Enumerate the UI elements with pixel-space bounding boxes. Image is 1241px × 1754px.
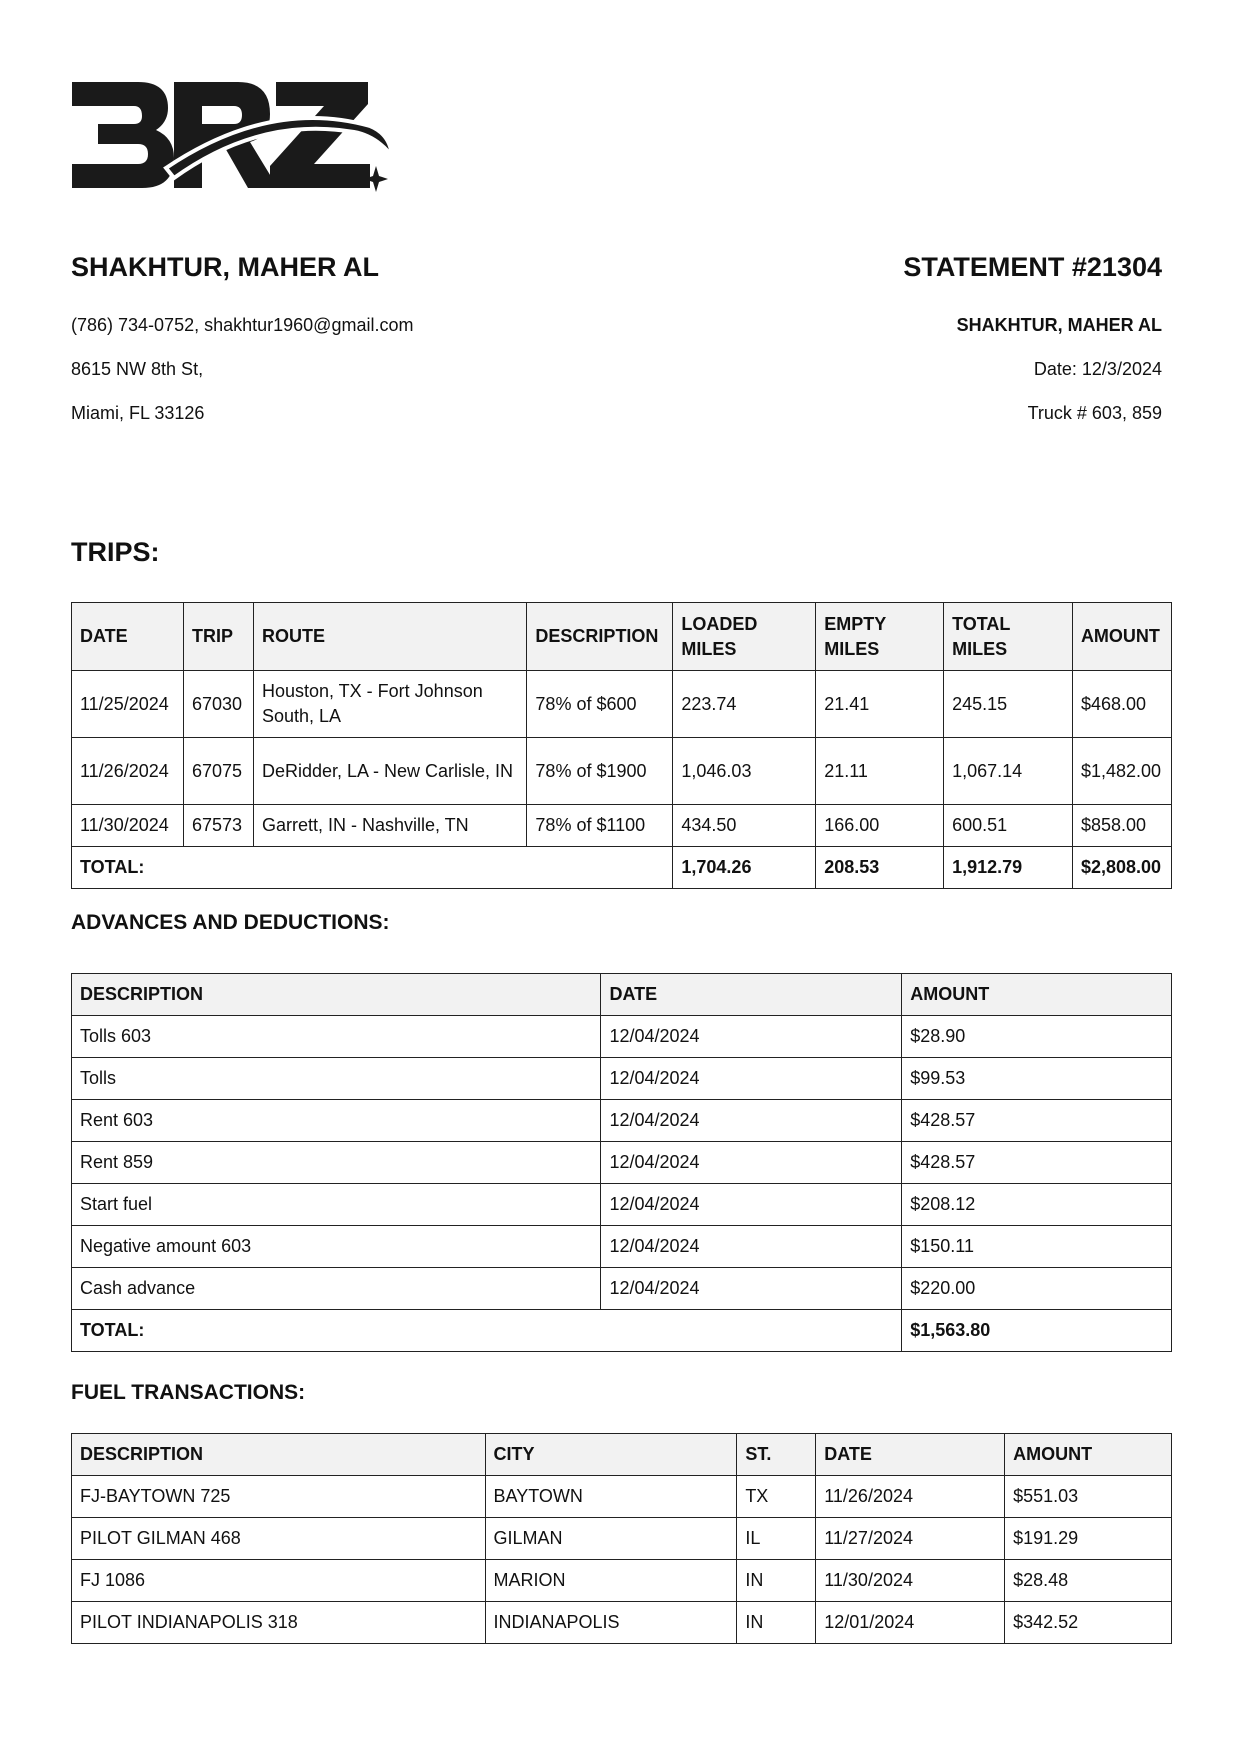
fuel-state: IN <box>737 1560 816 1602</box>
table-row <box>72 1184 1172 1226</box>
fuel-heading: FUEL TRANSACTIONS: <box>71 1381 306 1404</box>
fuel-amount: $28.48 <box>1005 1560 1172 1602</box>
col-date: DATE <box>72 603 184 671</box>
col-empty-miles: EMPTY MILES <box>816 603 944 671</box>
fuel-date: 11/30/2024 <box>816 1560 1005 1602</box>
advance-description: Cash advance <box>72 1268 601 1310</box>
col-total-miles: TOTAL MILES <box>944 603 1073 671</box>
advance-date: 12/04/2024 <box>601 1268 902 1310</box>
trip-empty: 166.00 <box>816 805 944 847</box>
fuel-description: FJ-BAYTOWN 725 <box>72 1476 486 1518</box>
statement-title: STATEMENT #21304 <box>903 252 1162 282</box>
trip-date: 11/25/2024 <box>72 671 184 738</box>
fuel-state: TX <box>737 1476 816 1518</box>
col-description: DESCRIPTION <box>72 1434 486 1476</box>
driver-name-title: SHAKHTUR, MAHER AL <box>71 252 379 282</box>
fuel-description: PILOT GILMAN 468 <box>72 1518 486 1560</box>
trips-total-row <box>72 847 1172 889</box>
trips-table <box>71 602 1172 889</box>
trip-total: 600.51 <box>944 805 1073 847</box>
table-row <box>72 1058 1172 1100</box>
fuel-amount: $191.29 <box>1005 1518 1172 1560</box>
advance-description: Rent 603 <box>72 1100 601 1142</box>
advance-description: Tolls <box>72 1058 601 1100</box>
advance-amount: $28.90 <box>902 1016 1172 1058</box>
col-city: CITY <box>485 1434 737 1476</box>
advance-date: 12/04/2024 <box>601 1016 902 1058</box>
fuel-city: INDIANAPOLIS <box>485 1602 737 1644</box>
table-row <box>72 1142 1172 1184</box>
fuel-description: FJ 1086 <box>72 1560 486 1602</box>
col-amount: AMOUNT <box>1072 603 1171 671</box>
trip-empty: 21.11 <box>816 738 944 805</box>
brz-logo <box>70 78 390 193</box>
trips-total-amount: $2,808.00 <box>1072 847 1171 889</box>
fuel-state: IL <box>737 1518 816 1560</box>
trip-description: 78% of $1100 <box>527 805 673 847</box>
col-amount: AMOUNT <box>902 974 1172 1016</box>
advance-date: 12/04/2024 <box>601 1100 902 1142</box>
statement-truck: Truck # 603, 859 <box>1027 403 1162 423</box>
fuel-description: PILOT INDIANAPOLIS 318 <box>72 1602 486 1644</box>
fuel-city: GILMAN <box>485 1518 737 1560</box>
table-row <box>72 1016 1172 1058</box>
col-state: ST. <box>737 1434 816 1476</box>
trip-loaded: 1,046.03 <box>673 738 816 805</box>
trips-total-miles: 1,912.79 <box>944 847 1073 889</box>
advances-header-row <box>72 974 1172 1016</box>
advances-total-amount: $1,563.80 <box>902 1310 1172 1352</box>
trips-heading: TRIPS: <box>71 537 160 567</box>
trip-amount: $858.00 <box>1072 805 1171 847</box>
trip-amount: $468.00 <box>1072 671 1171 738</box>
trip-route: Garrett, IN - Nashville, TN <box>253 805 526 847</box>
advance-date: 12/04/2024 <box>601 1058 902 1100</box>
table-row <box>72 671 1172 738</box>
col-description: DESCRIPTION <box>527 603 673 671</box>
trip-total: 1,067.14 <box>944 738 1073 805</box>
advance-amount: $208.12 <box>902 1184 1172 1226</box>
advance-amount: $99.53 <box>902 1058 1172 1100</box>
table-row <box>72 1100 1172 1142</box>
trip-loaded: 223.74 <box>673 671 816 738</box>
driver-address-line2: Miami, FL 33126 <box>71 403 205 423</box>
table-row <box>72 1518 1172 1560</box>
table-row <box>72 1226 1172 1268</box>
driver-contact: (786) 734-0752, shakhtur1960@gmail.com <box>71 315 414 335</box>
advance-date: 12/04/2024 <box>601 1226 902 1268</box>
statement-driver-name: SHAKHTUR, MAHER AL <box>956 315 1162 335</box>
advance-amount: $428.57 <box>902 1142 1172 1184</box>
trip-total: 245.15 <box>944 671 1073 738</box>
trip-route: Houston, TX - Fort Johnson South, LA <box>253 671 526 738</box>
table-row <box>72 805 1172 847</box>
col-route: ROUTE <box>253 603 526 671</box>
trips-total-loaded: 1,704.26 <box>673 847 816 889</box>
col-date: DATE <box>816 1434 1005 1476</box>
trip-description: 78% of $600 <box>527 671 673 738</box>
fuel-date: 12/01/2024 <box>816 1602 1005 1644</box>
advance-amount: $220.00 <box>902 1268 1172 1310</box>
advance-description: Rent 859 <box>72 1142 601 1184</box>
advances-heading: ADVANCES AND DEDUCTIONS: <box>71 911 390 934</box>
advance-date: 12/04/2024 <box>601 1142 902 1184</box>
fuel-city: MARION <box>485 1560 737 1602</box>
statement-date: Date: 12/3/2024 <box>1033 359 1162 379</box>
fuel-state: IN <box>737 1602 816 1644</box>
trip-number: 67030 <box>183 671 253 738</box>
col-date: DATE <box>601 974 902 1016</box>
table-row <box>72 1268 1172 1310</box>
fuel-table <box>71 1433 1172 1644</box>
advance-description: Start fuel <box>72 1184 601 1226</box>
trips-header-row <box>72 603 1172 671</box>
table-row <box>72 1560 1172 1602</box>
trip-number: 67573 <box>183 805 253 847</box>
trip-route: DeRidder, LA - New Carlisle, IN <box>253 738 526 805</box>
trip-number: 67075 <box>183 738 253 805</box>
table-row <box>72 1476 1172 1518</box>
fuel-amount: $342.52 <box>1005 1602 1172 1644</box>
col-loaded-miles: LOADED MILES <box>673 603 816 671</box>
trip-amount: $1,482.00 <box>1072 738 1171 805</box>
advance-description: Tolls 603 <box>72 1016 601 1058</box>
trips-total-empty: 208.53 <box>816 847 944 889</box>
fuel-amount: $551.03 <box>1005 1476 1172 1518</box>
fuel-header-row <box>72 1434 1172 1476</box>
advance-description: Negative amount 603 <box>72 1226 601 1268</box>
trip-date: 11/26/2024 <box>72 738 184 805</box>
col-trip: TRIP <box>183 603 253 671</box>
advance-date: 12/04/2024 <box>601 1184 902 1226</box>
trip-empty: 21.41 <box>816 671 944 738</box>
fuel-city: BAYTOWN <box>485 1476 737 1518</box>
table-row <box>72 1602 1172 1644</box>
advance-amount: $428.57 <box>902 1100 1172 1142</box>
advances-total-label: TOTAL: <box>72 1310 902 1352</box>
fuel-date: 11/27/2024 <box>816 1518 1005 1560</box>
advances-table <box>71 973 1172 1352</box>
trip-description: 78% of $1900 <box>527 738 673 805</box>
advance-amount: $150.11 <box>902 1226 1172 1268</box>
trip-date: 11/30/2024 <box>72 805 184 847</box>
advances-total-row <box>72 1310 1172 1352</box>
table-row <box>72 738 1172 805</box>
trip-loaded: 434.50 <box>673 805 816 847</box>
fuel-date: 11/26/2024 <box>816 1476 1005 1518</box>
driver-address-line1: 8615 NW 8th St, <box>71 359 204 379</box>
col-amount: AMOUNT <box>1005 1434 1172 1476</box>
trips-total-label: TOTAL: <box>72 847 673 889</box>
col-description: DESCRIPTION <box>72 974 601 1016</box>
